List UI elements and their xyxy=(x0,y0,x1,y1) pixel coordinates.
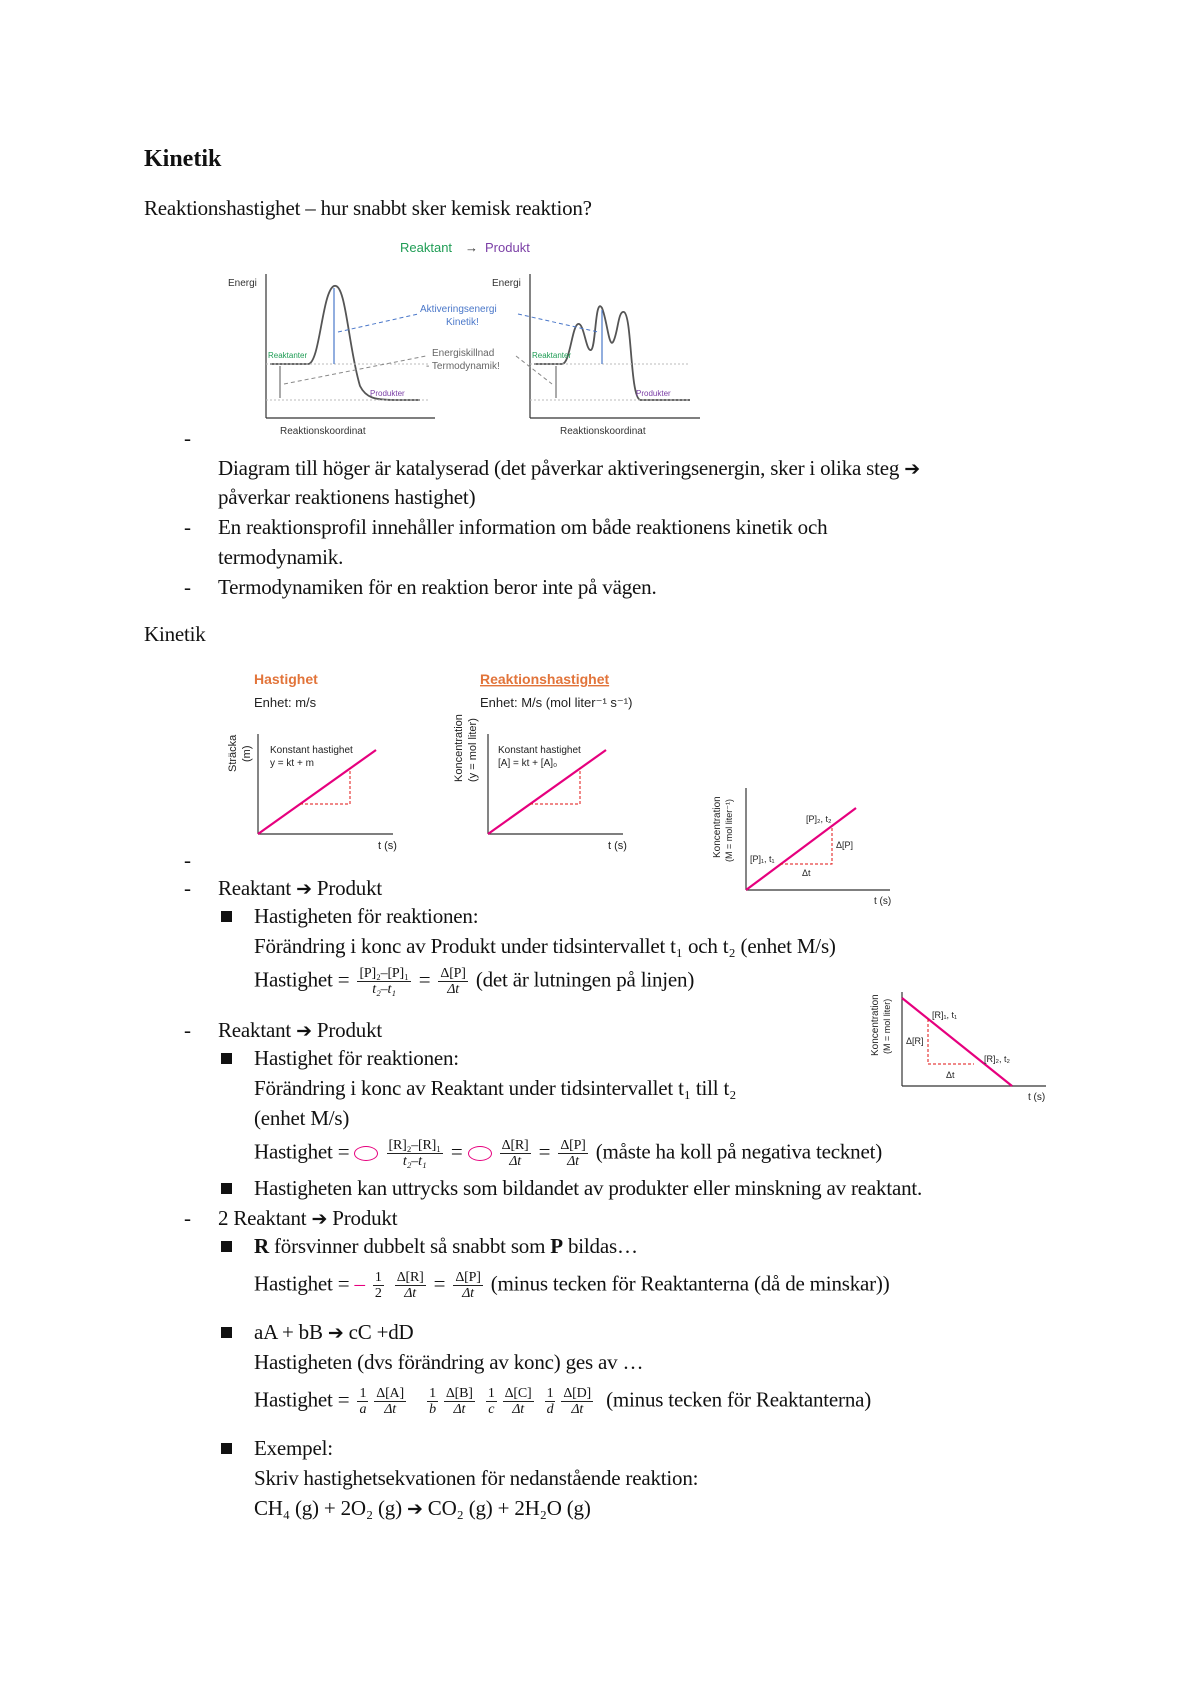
product-concentration-graph xyxy=(706,778,906,908)
fig1-energy-leader-left xyxy=(284,356,426,384)
square-bullet-icon xyxy=(221,911,232,922)
square-bullet-icon xyxy=(221,1327,232,1338)
r2-bullet-2: Hastigheten kan uttrycks som bildandet av produkter eller minskning av reaktant. xyxy=(254,1176,923,1200)
r3-fraction-c: $\frac{\Delta[P]}{\Delta t}$ xyxy=(455,1270,481,1301)
list-dash: - xyxy=(184,515,191,539)
fig2-right-box-1: Konstant hastighet xyxy=(498,745,581,756)
r2-fraction: $\frac{\text{[R]₂–[R]₁}}{\text{t₂–t₁}}$ xyxy=(388,1138,441,1169)
fig2-left-xlabel: t (s) xyxy=(378,840,397,852)
fig1-right-ylabel: Energi xyxy=(492,278,521,289)
r2-rate-equation: Hastighet = $\frac{\text{[R]₂–[R]₁}}{\text{t₂–t₁}}$ = $\frac{\Delta[R]}{\Delta t}$ = $\frac{\Delta[P]}{\Delta t}$ (måste ha koll på negativa tecknet) xyxy=(254,1138,882,1169)
fig2-right-ylabel-2: (y = mol liter) xyxy=(467,718,479,782)
r1-bullet-1: Hastigheten för reaktionen: xyxy=(254,904,479,928)
arrow-icon: ➔ xyxy=(904,458,920,480)
fig2-left-ylabel-2: (m) xyxy=(241,745,253,762)
fig3-ylabel-1: Koncentration xyxy=(712,796,723,858)
example-bullet: Exempel: xyxy=(254,1436,333,1460)
fig1-energy-leader-right xyxy=(516,356,552,384)
square-bullet-icon xyxy=(221,1053,232,1064)
section-heading-kinetik: Kinetik xyxy=(144,622,206,646)
fig1-heading-arrow: → xyxy=(465,240,478,255)
fig1-activation-leader-left xyxy=(338,314,418,332)
r1-fraction-2: $\frac{\Delta[P]}{\Delta t}$ xyxy=(440,966,466,997)
arrow-icon: ➔ xyxy=(296,878,312,900)
square-bullet-icon xyxy=(221,1443,232,1454)
r2-bullet-1: Hastighet för reaktionen: xyxy=(254,1046,459,1070)
fig1-heading-product: Produkt xyxy=(485,240,530,255)
fig1-left-ylabel: Energi xyxy=(228,278,257,289)
fig3-delta-p: Δ[P] xyxy=(836,840,854,850)
fig3-xlabel: t (s) xyxy=(874,896,892,907)
fig2-left-ylabel-1: Sträcka xyxy=(227,734,239,772)
gen-frac-a2: $\frac{\Delta[A]}{\Delta t}$ xyxy=(376,1386,404,1417)
minus-sign: – xyxy=(354,1271,365,1296)
gen-frac-b1: $\frac{1}{b}$ xyxy=(429,1386,436,1417)
minus-circle-marker xyxy=(354,1146,378,1161)
list-dash: - xyxy=(184,848,191,872)
point-thermo: Termodynamiken för en reaktion beror inte på vägen. xyxy=(218,575,657,599)
reaction-3: 2 Reaktant ➔ Produkt xyxy=(218,1206,398,1230)
fig4-ylabel-1: Koncentration xyxy=(870,994,881,1056)
gen-frac-c2: $\frac{\Delta[C]}{\Delta t}$ xyxy=(504,1386,532,1417)
arrow-icon: ➔ xyxy=(311,1208,328,1230)
fig1-left-reactant-label: Reaktanter xyxy=(268,351,308,360)
fig2-right-unit: Enhet: M/s (mol liter⁻¹ s⁻¹) xyxy=(480,695,633,710)
fig3-ylabel-2: (M = mol liter⁻¹) xyxy=(724,799,734,862)
fig1-activation-label-1: Aktiveringsenergi xyxy=(420,304,497,315)
fig1-activation-label-2: Kinetik! xyxy=(446,317,479,328)
fig1-left-curve xyxy=(270,286,420,400)
subtitle: Reaktionshastighet – hur snabbt sker kemisk reaktion? xyxy=(144,196,592,220)
list-dash: - xyxy=(184,1206,191,1230)
gen-frac-a1: $\frac{1}{a}$ xyxy=(359,1386,367,1417)
fig1-left-product-label: Produkter xyxy=(370,389,405,398)
gen-frac-d2: $\frac{\Delta[D]}{\Delta t}$ xyxy=(563,1386,592,1417)
reaction-2: Reaktant ➔ Produkt xyxy=(218,1018,383,1042)
r3-line-3: Hastigheten (dvs förändring av konc) ges av … xyxy=(254,1350,644,1374)
square-bullet-icon xyxy=(221,1241,232,1252)
rate-graphs-figure xyxy=(218,664,658,854)
fig2-right-box-2: [A] = kt + [A]₀ xyxy=(498,758,558,769)
fig4-xlabel: t (s) xyxy=(1028,1092,1046,1103)
page-title: Kinetik xyxy=(144,146,222,172)
arrow-icon: ➔ xyxy=(327,1322,344,1344)
list-dash: - xyxy=(184,876,191,900)
r3-rate-equation: Hastighet = – $\frac{1}{2}$ $\frac{\Delta[R]}{\Delta t}$ = $\frac{\Delta[P]}{\Delta t}$ (minus tecken för Reaktanterna (då de minskar)) xyxy=(254,1270,890,1301)
fig4-point-2: [R]₂, t₂ xyxy=(984,1054,1010,1064)
r3-fraction-a: $\frac{1}{2}$ xyxy=(374,1270,382,1301)
fig2-left-title: Hastighet xyxy=(254,671,318,687)
fig4-point-1: [R]₁, t₁ xyxy=(932,1010,958,1020)
fig1-left-xlabel: Reaktionskoordinat xyxy=(280,426,366,436)
r2-fraction-2: $\frac{\Delta[R]}{\Delta t}$ xyxy=(501,1138,529,1169)
minus-circle-marker xyxy=(468,1146,492,1161)
list-dash: - xyxy=(184,426,191,450)
fig1-right-reactant-label: Reaktanter xyxy=(532,351,572,360)
r2-fraction-3: $\frac{\Delta[P]}{\Delta t}$ xyxy=(560,1138,586,1169)
fig1-right-product-label: Produkter xyxy=(636,389,671,398)
fig4-delta-t: Δt xyxy=(946,1070,955,1080)
example-reaction: CH₄ (g) + 2O₂ (g) ➔ CO₂ (g) + 2H₂O (g) xyxy=(254,1496,591,1520)
reaction-1: Reaktant ➔ Produkt xyxy=(218,876,383,900)
fig1-energy-label-2: - Termodynamik! xyxy=(426,361,500,372)
fig4-delta-r: Δ[R] xyxy=(906,1036,924,1046)
r1-line-2: Förändring i konc av Produkt under tidsintervallet t₁ och t₂ (enhet M/s) xyxy=(254,934,836,958)
point-profile-cont: termodynamik. xyxy=(218,545,344,569)
r3-bullet-1: R försvinner dubbelt så snabbt som P bildas… xyxy=(254,1234,638,1258)
r2-line-2: Förändring i konc av Reaktant under tidsintervallet t₁ till t₂ xyxy=(254,1076,737,1100)
energy-diagram-figure xyxy=(220,236,700,436)
fig2-right-ylabel-1: Koncentration xyxy=(453,714,465,782)
r2-line-3: (enhet M/s) xyxy=(254,1106,350,1130)
r1-rate-equation: Hastighet = $\frac{\text{[P]₂–[P]₁}}{\text{t₂–t₁}}$ = $\frac{\Delta[P]}{\Delta t}$ (det är lutningen på linjen) xyxy=(254,966,695,997)
gen-frac-c1: $\frac{1}{c}$ xyxy=(487,1386,495,1417)
point-catalyzed-cont: påverkar reaktionens hastighet) xyxy=(218,485,476,509)
fig3-point-1: [P]₁, t₁ xyxy=(750,854,775,864)
point-profile: En reaktionsprofil innehåller information om både reaktionens kinetik och xyxy=(218,515,828,539)
gen-frac-b2: $\frac{\Delta[B]}{\Delta t}$ xyxy=(445,1386,473,1417)
fig2-right-xlabel: t (s) xyxy=(608,840,627,852)
fig2-left-box-1: Konstant hastighet xyxy=(270,745,353,756)
fig2-left-unit: Enhet: m/s xyxy=(254,695,317,710)
fig3-point-2: [P]₂, t₂ xyxy=(806,814,832,824)
point-catalyzed: Diagram till höger är katalyserad (det påverkar aktiveringsenergin, sker i olika steg ➔ xyxy=(218,456,920,480)
list-dash: - xyxy=(184,575,191,599)
r1-fraction: $\frac{\text{[P]₂–[P]₁}}{\text{t₂–t₁}}$ xyxy=(359,966,409,997)
gen-frac-d1: $\frac{1}{d}$ xyxy=(546,1386,554,1417)
reactant-concentration-graph xyxy=(866,984,1066,1104)
fig1-heading-reactant: Reaktant xyxy=(400,240,453,255)
example-line-2: Skriv hastighetsekvationen för nedanstående reaktion: xyxy=(254,1466,699,1490)
square-bullet-icon xyxy=(221,1183,232,1194)
general-rate-equation: Hastighet = $\frac{1}{a}$ $\frac{\Delta[A]}{\Delta t}$ $\frac{1}{b}$ $\frac{\Delta[B]}{\Delta t}$ $\frac{1}{c}$ $\frac{\Delta[C]}{\Delta t}$ $\frac{1}{d}$ $\frac{\Delta[D]}{\Delta t}$ (minus tecken för Reaktanterna) xyxy=(254,1386,872,1417)
arrow-icon: ➔ xyxy=(296,1020,312,1042)
fig3-delta-t: Δt xyxy=(802,868,811,878)
fig1-energy-label-1: Energiskillnad xyxy=(432,348,495,359)
list-dash: - xyxy=(184,1018,191,1042)
r3-bullet-2: aA + bB ➔ cC +dD xyxy=(254,1320,414,1344)
fig2-left-box-2: y = kt + m xyxy=(270,758,314,769)
arrow-icon: ➔ xyxy=(406,1498,423,1520)
fig1-right-xlabel: Reaktionskoordinat xyxy=(560,426,646,436)
fig4-triangle xyxy=(928,1019,974,1064)
r3-fraction-b: $\frac{\Delta[R]}{\Delta t}$ xyxy=(396,1270,424,1301)
fig4-ylabel-2: (M = mol liter) xyxy=(882,998,892,1054)
fig2-right-title: Reaktionshastighet xyxy=(480,671,610,687)
